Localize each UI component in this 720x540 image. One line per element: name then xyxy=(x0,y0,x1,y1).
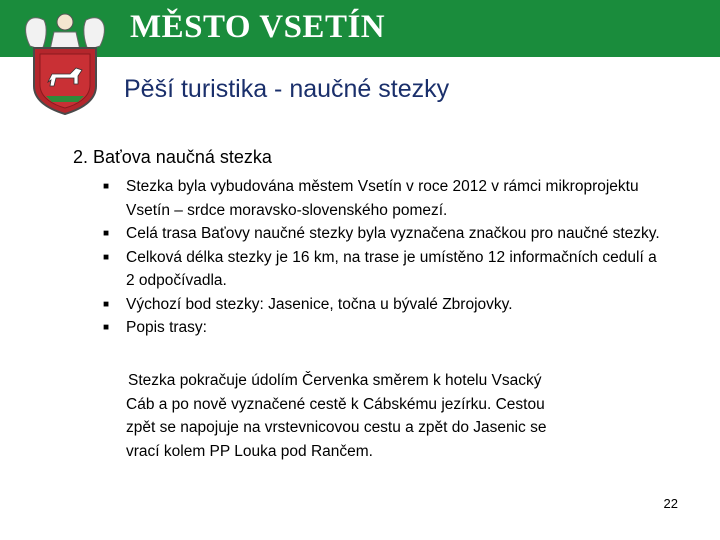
bullet-item xyxy=(100,316,660,340)
bullet-text: Popis trasy: xyxy=(126,319,207,336)
bullet-list xyxy=(100,175,660,340)
bullet-item xyxy=(100,222,660,246)
bullet-item xyxy=(100,293,660,317)
section-heading: 2. Baťova naučná stezka xyxy=(73,147,272,167)
square-bullet-icon: ■ xyxy=(103,322,110,333)
bullet-text: Výchozí bod stezky: Jasenice, točna u bývalé Zbrojovky. xyxy=(126,295,513,313)
route-line: vrací kolem PP Louka pod Rančem. xyxy=(126,442,373,460)
square-bullet-icon: ■ xyxy=(103,251,110,263)
square-bullet-icon: ■ xyxy=(103,298,110,310)
route-line: Cáb a po nově vyznačené cestě k Cábskému jezírku. Cestou xyxy=(126,395,545,413)
page-number: 22 xyxy=(663,496,678,511)
bullet-text: Celková délka stezky je 16 km, na trase je umístěno 12 informačních cedulí a 2 odpočívadla. xyxy=(126,248,657,289)
bullet-text: Celá trasa Baťovy naučné stezky byla vyznačena značkou pro naučné stezky. xyxy=(126,225,660,242)
city-coat-of-arms-icon xyxy=(20,6,110,116)
bullet-text: Stezka byla vybudována městem Vsetín v roce 2012 v rámci mikroprojektu Vsetín – srdce moravsko-slovenského pomezí. xyxy=(126,178,639,219)
square-bullet-icon: ■ xyxy=(103,181,110,192)
route-line: zpět se napojuje na vrstevnicovou cestu a zpět do Jasenic se xyxy=(126,419,547,436)
bullet-item xyxy=(100,246,660,293)
city-brand-name: MĚSTO VSETÍN xyxy=(130,9,386,45)
page-title: Pěší turistika - naučné stezky xyxy=(124,75,450,103)
square-bullet-icon: ■ xyxy=(103,228,110,239)
bullet-item xyxy=(100,175,660,222)
route-line: Stezka pokračuje údolím Červenka směrem k hotelu Vsacký xyxy=(128,372,542,389)
route-description xyxy=(126,369,646,463)
